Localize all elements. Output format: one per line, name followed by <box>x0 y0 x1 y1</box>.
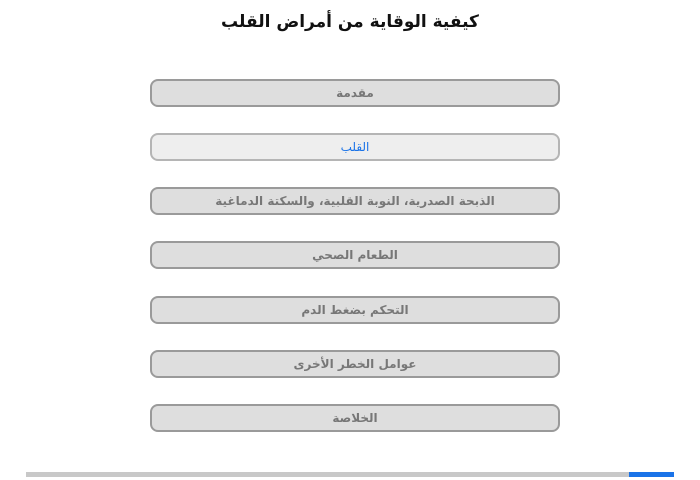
menu-button-healthy-food[interactable]: الطعام الصحي <box>150 241 560 269</box>
menu-button-blood-pressure[interactable]: التحكم بضغط الدم <box>150 296 560 324</box>
menu-button-other-risk-factors[interactable]: عوامل الخطر الأخرى <box>150 350 560 378</box>
page-title: كيفية الوقاية من أمراض القلب <box>221 12 479 32</box>
menu-button-angina-attack-stroke[interactable]: الذبحة الصدرية، النوبة القلبية، والسكتة الدماغية <box>150 187 560 215</box>
menu-button-introduction[interactable]: مقدمة <box>150 79 560 107</box>
menu-button-summary[interactable]: الخلاصة <box>150 404 560 432</box>
menu-button-heart[interactable]: القلب <box>150 133 560 161</box>
progress-bar <box>26 472 674 477</box>
progress-bar-fill <box>629 472 674 477</box>
